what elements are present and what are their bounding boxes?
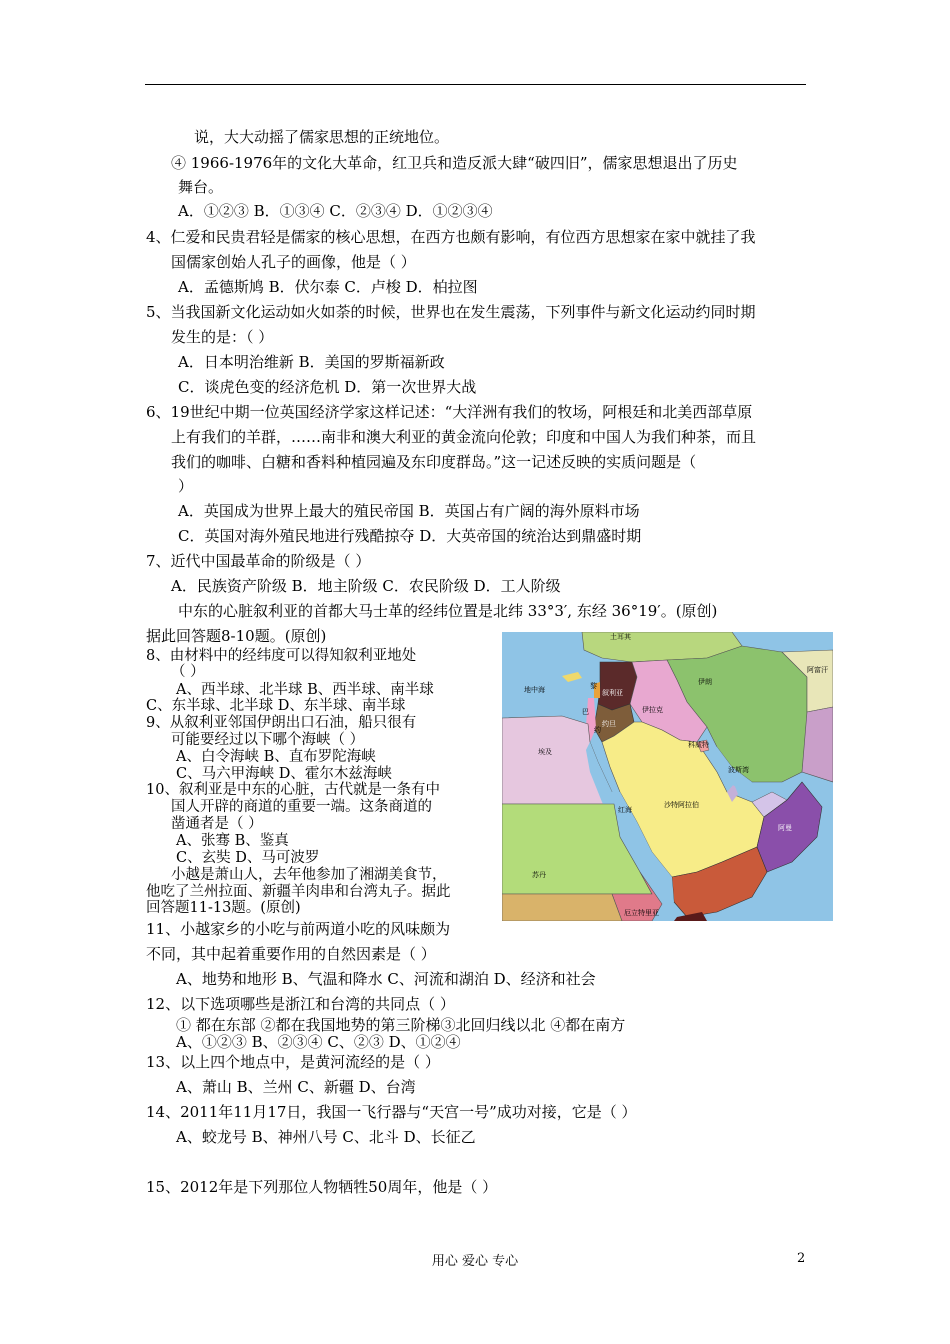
page-footer: 用心 爱心 专心: [431, 1254, 519, 1269]
text-line: 舞台。: [178, 178, 224, 196]
map-label: 波斯湾: [728, 766, 749, 774]
options-line: A、①②③ B、②③④ C、②③ D、①②④: [176, 1033, 461, 1051]
text-line: ① 都在东部 ②都在我国地势的第三阶梯③北回归线以北 ④都在南方: [176, 1016, 626, 1034]
map-label: 苏丹: [532, 871, 546, 879]
options-line: A、地势和地形 B、气温和降水 C、河流和湖泊 D、经济和社会: [176, 970, 596, 988]
options-line: A、白令海峡 B、直布罗陀海峡: [176, 749, 376, 765]
text-line: 我们的咖啡、白糖和香料种植园遍及东印度群岛。”这一记述反映的实质问题是（: [171, 453, 697, 471]
map-label: 黎: [590, 682, 597, 690]
text-line: ）: [178, 477, 194, 495]
options-line: C．英国对海外殖民地进行残酷掠夺 D．大英帝国的统治达到鼎盛时期: [178, 527, 642, 545]
text-line: 小越是萧山人，去年他参加了湘湖美食节，: [171, 867, 447, 883]
text-line: 上有我们的羊群，……南非和澳大利亚的黄金流向伦敦；印度和中国人为我们种茶，而且: [171, 428, 757, 446]
map-graphic: [502, 632, 833, 921]
text-line: 不同，其中起着重要作用的自然因素是（ ）: [146, 945, 436, 963]
options-line: A、西半球、北半球 B、西半球、南半球: [176, 682, 434, 698]
map-label: 伊朗: [698, 678, 712, 686]
options-line: A．民族资产阶级 B．地主阶级 C．农民阶级 D．工人阶级: [171, 577, 561, 595]
question-11: 11、小越家乡的小吃与前两道小吃的风味颇为: [146, 920, 451, 938]
options-line: C．谈虎色变的经济危机 D．第一次世界大战: [178, 378, 477, 396]
question-10: 10、叙利亚是中东的心脏，古代就是一条有中: [146, 782, 440, 798]
map-label: 阿曼: [778, 824, 792, 832]
question-4: 4、仁爱和民贵君轻是儒家的核心思想，在西方也颇有影响，有位西方思想家在家中就挂了我: [146, 228, 756, 246]
question-13: 13、以上四个地点中，是黄河流经的是（ ）: [146, 1053, 440, 1071]
text-line: 据此回答题8-10题。(原创): [146, 627, 327, 645]
options-line: A．英国成为世界上最大的殖民帝国 B．英国占有广阔的海外原料市场: [178, 502, 640, 520]
options-line: A．①②③ B．①③④ C．②③④ D．①②③④: [178, 202, 493, 220]
question-14: 14、2011年11月17日，我国一飞行器与“天宫一号”成功对接，它是（ ）: [146, 1103, 637, 1121]
map-label: 阿富汗: [807, 666, 828, 674]
map-label: 约旦: [602, 720, 616, 728]
options-line: A、蛟龙号 B、神州八号 C、北斗 D、长征乙: [176, 1128, 476, 1146]
text-line: 国儒家创始人孔子的画像，他是（ ）: [171, 253, 416, 271]
map-label: 土耳其: [610, 633, 631, 641]
text-line: （ ）: [171, 664, 205, 680]
map-label: 红海: [618, 806, 632, 814]
header-rule: [145, 84, 806, 85]
text-line: 发生的是：（ ）: [171, 328, 274, 346]
options-line: A．日本明治维新 B．美国的罗斯福新政: [178, 353, 445, 371]
options-line: A、萧山 B、兰州 C、新疆 D、台湾: [176, 1078, 416, 1096]
map-label: 伊拉克: [642, 706, 663, 714]
text-line: 回答题11-13题。(原创): [146, 900, 301, 916]
question-7: 7、近代中国最革命的阶级是（ ）: [146, 552, 371, 570]
options-line: A．孟德斯鸠 B．伏尔泰 C．卢梭 D．柏拉图: [178, 278, 478, 296]
question-15: 15、2012年是下列那位人物牺牲50周年，他是（ ）: [146, 1178, 498, 1196]
page-number: 2: [797, 1251, 806, 1266]
middle-east-map: [502, 632, 833, 921]
map-label: 科威特: [688, 741, 709, 749]
map-label: 沙特阿拉伯: [664, 801, 699, 809]
text-line: 中东的心脏叙利亚的首都大马士革的经纬位置是北纬 33°3′, 东经 36°19′。(原创): [178, 602, 718, 620]
text-line: ④ 1966-1976年的文化大革命，红卫兵和造反派大肆“破四旧”，儒家思想退出了历史: [171, 154, 738, 172]
text-line: 国人开辟的商道的重要一端。这条商道的: [171, 799, 432, 815]
question-5: 5、当我国新文化运动如火如荼的时候，世界也在发生震荡，下列事件与新文化运动约同时期: [146, 303, 756, 321]
options-line: C、玄奘 D、马可波罗: [176, 850, 320, 866]
map-label: 埃及: [538, 748, 552, 756]
question-12: 12、以下选项哪些是浙江和台湾的共同点（ ）: [146, 995, 455, 1013]
map-label: 厄立特里亚: [624, 909, 659, 917]
question-9: 9、从叙利亚邻国伊朗出口石油，船只很有: [146, 715, 417, 731]
text-line: 凿通者是（ ）: [171, 816, 263, 832]
options-line: C、东半球、北半球 D、东半球、南半球: [146, 698, 406, 714]
text-line: 他吃了兰州拉面、新疆羊肉串和台湾丸子。据此: [146, 884, 451, 900]
text-line: 说，大大动摇了儒家思想的正统地位。: [194, 128, 450, 146]
question-8: 8、由材料中的经纬度可以得知叙利亚地处: [146, 648, 417, 664]
text-line: 可能要经过以下哪个海峡（ ）: [171, 732, 365, 748]
map-label: 地中海: [524, 686, 545, 694]
map-label: 叙利亚: [602, 689, 623, 697]
options-line: C、马六甲海峡 D、霍尔木兹海峡: [176, 766, 392, 782]
question-6: 6、19世纪中期一位英国经济学家这样记述：“大洋洲有我们的牧场，阿根廷和北美西部草原: [146, 403, 753, 421]
options-line: A、张骞 B、鉴真: [176, 833, 289, 849]
map-label: 约: [594, 726, 601, 734]
map-label: 巴: [582, 708, 589, 716]
